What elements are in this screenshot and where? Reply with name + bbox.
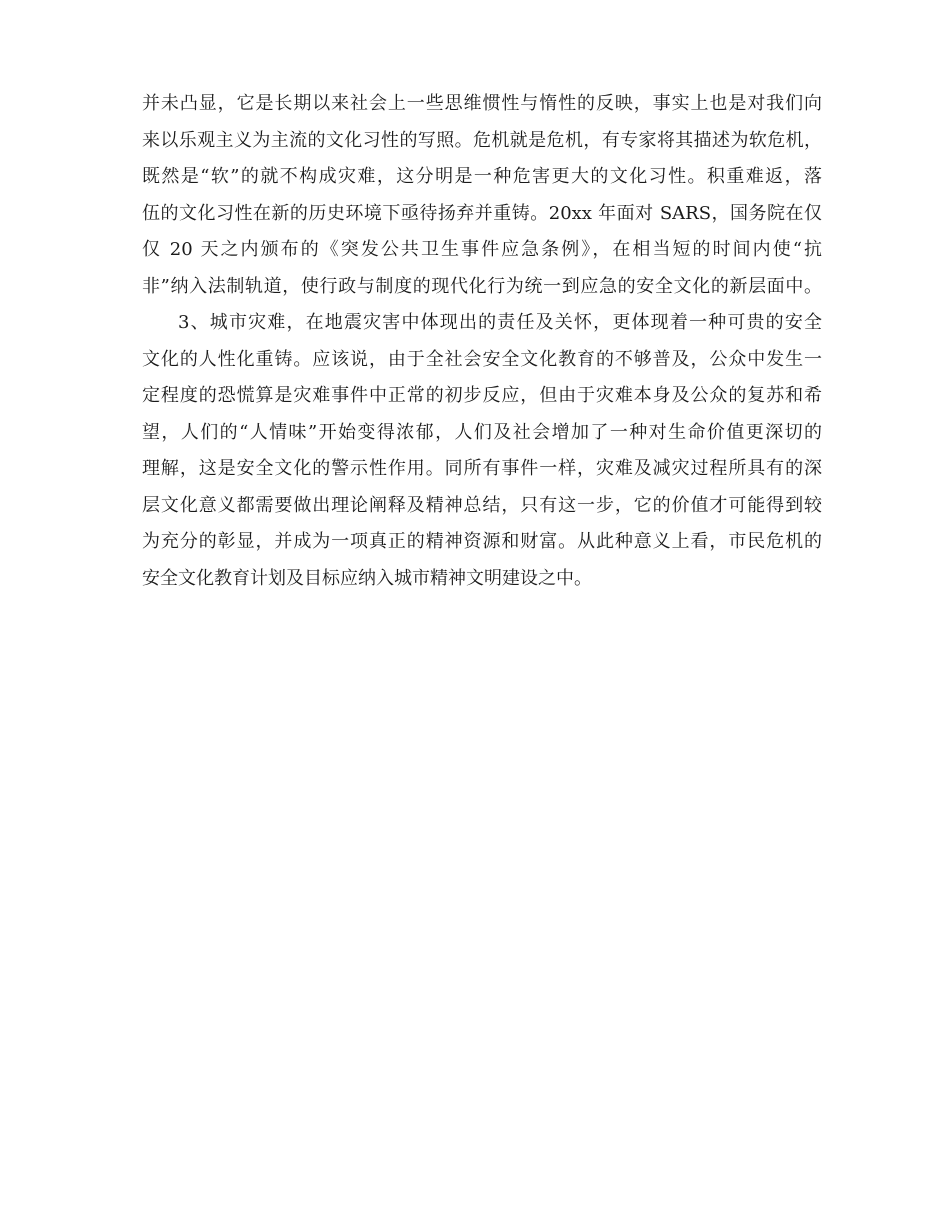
paragraph-1	[142, 86, 822, 305]
text-line: 理解，这是安全文化的警示性作用。同所有事件一样，灾难及减灾过程所具有的深	[142, 458, 822, 479]
text-line: 文化的人性化重铸。应该说，由于全社会安全文化教育的不够普及，公众中发生一	[142, 348, 822, 370]
document-body	[142, 86, 822, 597]
text-line: 定程度的恐慌算是灾难事件中正常的初步反应，但由于灾难本身及公众的复苏和希	[142, 385, 822, 406]
text-line: 伍的文化习性在新的历史环境下亟待扬弃并重铸。20xx 年面对 SARS，国务院在仅	[142, 202, 822, 224]
text-line: 为充分的彰显，并成为一项真正的精神资源和财富。从此种意义上看，市民危机的	[142, 531, 822, 552]
text-line: 非”纳入法制轨道，使行政与制度的现代化行为统一到应急的安全文化的新层面中。	[142, 275, 822, 297]
text-line: 安全文化教育计划及目标应纳入城市精神文明建设之中。	[142, 567, 592, 589]
text-line: 并未凸显，它是长期以来社会上一些思维惯性与惰性的反映，事实上也是对我们向	[142, 93, 822, 114]
text-line: 来以乐观主义为主流的文化习性的写照。危机就是危机，有专家将其描述为软危机，	[142, 129, 822, 151]
text-line: 仅 20 天之内颁布的《突发公共卫生事件应急条例》，在相当短的时间内使“抗	[142, 239, 822, 260]
paragraph-2	[142, 305, 822, 597]
text-line: 层文化意义都需要做出理论阐释及精神总结，只有这一步，它的价值才可能得到较	[142, 494, 822, 516]
text-line: 望，人们的“人情味”开始变得浓郁，人们及社会增加了一种对生命价值更深切的	[142, 421, 822, 443]
text-line: 3、城市灾难，在地震灾害中体现出的责任及关怀，更体现着一种可贵的安全	[178, 312, 822, 333]
text-line: 既然是“软”的就不构成灾难，这分明是一种危害更大的文化习性。积重难返，落	[142, 166, 822, 187]
